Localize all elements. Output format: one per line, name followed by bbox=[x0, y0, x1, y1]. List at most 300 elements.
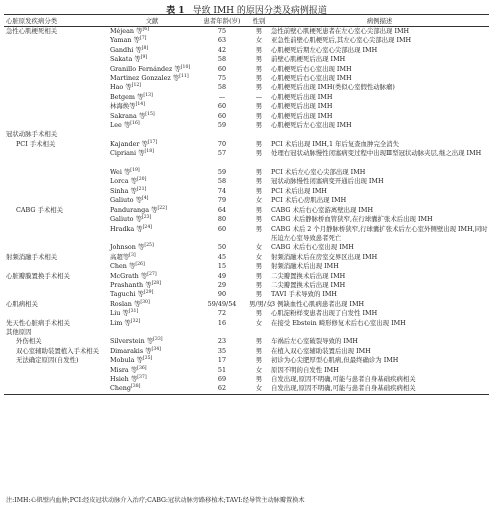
table-row bbox=[4, 130, 489, 139]
table-row bbox=[4, 290, 489, 299]
reference-cell bbox=[108, 366, 196, 375]
description-cell: 在植入双心室辅助装置后出现 IMH bbox=[271, 346, 371, 355]
reference-cell bbox=[108, 281, 196, 290]
age-cell: 57 bbox=[217, 149, 227, 158]
citation-number: [10] bbox=[180, 64, 191, 70]
table-body bbox=[4, 27, 489, 395]
description-cell: 在接受 Ebstein 畸形修复术后右心室出现 IMH bbox=[271, 318, 406, 327]
category-cell bbox=[4, 112, 108, 121]
table-row bbox=[4, 366, 489, 375]
table-title: 导致 IMH 的原因分类及病例报道 bbox=[192, 6, 327, 16]
sex-cell: 男 bbox=[255, 111, 263, 120]
reference-cell bbox=[108, 65, 196, 74]
description-cell: 射频消融术后出现 IMH bbox=[271, 262, 339, 271]
reference-cell bbox=[108, 253, 196, 262]
sex-cell: 男 bbox=[255, 27, 263, 35]
description-cell: 心肌梗死后右心室出现 IMH bbox=[271, 64, 352, 73]
sex-cell: 男 bbox=[255, 271, 263, 280]
sex-cell: 女 bbox=[255, 384, 263, 393]
age-cell: 79 bbox=[217, 196, 227, 205]
citation-number: [35] bbox=[142, 356, 153, 362]
reference-author: Taguchi 等 bbox=[110, 290, 144, 299]
reference-author: Kajander 等 bbox=[110, 139, 148, 148]
reference-author: Cipriani 等 bbox=[110, 149, 145, 158]
table-row bbox=[4, 206, 489, 215]
citation-number: [32] bbox=[130, 318, 141, 324]
table-row bbox=[4, 253, 489, 262]
category-cell bbox=[4, 102, 108, 111]
header-category: 心脏原发疾病分类 bbox=[6, 17, 58, 25]
citation-number: [14] bbox=[135, 102, 145, 108]
reference-cell bbox=[108, 130, 196, 139]
table-row bbox=[4, 319, 489, 328]
description-cell: 3 例缺血性心肌病患者出现 IMH bbox=[271, 299, 365, 308]
description-cell: CABG 术后静脉桥血管狭窄,在行球囊扩张术后出现 IMH bbox=[271, 215, 433, 224]
age-cell: 63 bbox=[217, 36, 227, 45]
age-cell: 51 bbox=[217, 365, 227, 374]
citation-number: [6] bbox=[142, 27, 149, 32]
sex-cell: 男 bbox=[255, 356, 263, 365]
description-cell: 亚急性前壁心肌梗死后,其左心室心尖部出现 IMH bbox=[271, 36, 412, 45]
sex-cell: 男 bbox=[255, 186, 263, 195]
description-cell bbox=[270, 130, 489, 139]
category-cell: 心脏瓣膜置换手术相关 bbox=[6, 271, 70, 280]
reference-author: Galiuto 等 bbox=[110, 215, 142, 224]
description-cell: 心肌梗死后出现 IMH bbox=[271, 92, 333, 101]
sex-cell: 男 bbox=[255, 64, 263, 73]
sex-cell: — bbox=[255, 92, 263, 101]
header-reference: 文献 bbox=[145, 17, 159, 25]
table-row bbox=[4, 281, 489, 290]
description-cell: 处理右冠状动脉慢性闭塞病变过程中出现Ⅲ型冠状动脉夹层,继之出现 IMH bbox=[271, 149, 482, 158]
reference-cell bbox=[108, 347, 196, 356]
table-row bbox=[4, 309, 489, 318]
reference-author: Lorca 等 bbox=[110, 177, 137, 186]
category-cell bbox=[4, 215, 108, 224]
table-row bbox=[4, 121, 489, 130]
reference-author: Yaman 等 bbox=[110, 36, 140, 45]
table-row bbox=[4, 46, 489, 55]
description-cell: CABG 术后右心室出现 IMH bbox=[271, 243, 354, 252]
citation-number: [21] bbox=[136, 186, 147, 192]
sex-cell: 男 bbox=[255, 337, 263, 346]
table-row bbox=[4, 36, 489, 45]
category-cell: 无法确定原因(自发性) bbox=[16, 356, 79, 365]
age-cell bbox=[196, 130, 248, 139]
reference-author: Sakrana 等 bbox=[110, 111, 146, 120]
header-sex: 性别 bbox=[252, 17, 266, 25]
citation-number: [22] bbox=[157, 205, 167, 211]
age-cell: 60 bbox=[217, 224, 227, 233]
citation-number: [25] bbox=[144, 243, 154, 249]
sex-cell: 男 bbox=[255, 102, 263, 111]
sex-cell: 男 bbox=[255, 215, 263, 224]
description-cell: 心肌梗死后期左心室心尖部出现 IMH bbox=[271, 45, 378, 54]
category-cell bbox=[4, 74, 108, 83]
reference-cell bbox=[108, 225, 196, 244]
reference-author: Galiuto 等 bbox=[110, 196, 142, 205]
table-row bbox=[4, 187, 489, 196]
table-row bbox=[4, 102, 489, 111]
table-row bbox=[4, 74, 489, 83]
reference-author: Roslan 等 bbox=[110, 299, 141, 308]
reference-cell bbox=[108, 215, 196, 224]
age-cell: 23 bbox=[217, 337, 227, 346]
description-cell: 心肌梗死后出现 IMH bbox=[271, 102, 333, 111]
citation-number: [9] bbox=[140, 55, 148, 61]
age-cell: 35 bbox=[217, 346, 227, 355]
reference-cell bbox=[108, 272, 196, 281]
citation-number: [28] bbox=[151, 280, 162, 286]
citation-number: [33] bbox=[153, 337, 163, 343]
citation-number: [3] bbox=[129, 252, 136, 258]
category-cell bbox=[4, 83, 108, 92]
description-cell: 自发出现,原因不明确,可能与患者自身基础疾病相关 bbox=[271, 384, 416, 393]
reference-author: 林海焕等 bbox=[110, 102, 136, 111]
description-cell: 原因不明的自发性 IMH bbox=[271, 365, 339, 374]
description-cell: 二尖瓣置换术后出现 IMH bbox=[271, 280, 346, 289]
age-cell: 42 bbox=[217, 45, 227, 54]
sex-cell: 男 bbox=[255, 262, 263, 271]
reference-author: Martinez Gonzalez 等 bbox=[110, 74, 180, 83]
category-cell bbox=[4, 375, 108, 384]
age-cell: 16 bbox=[217, 318, 227, 327]
category-cell: 先天性心脏病手术相关 bbox=[6, 318, 70, 327]
table-row bbox=[4, 140, 489, 149]
sex-cell: 男 bbox=[255, 74, 263, 83]
age-cell: 17 bbox=[217, 356, 227, 365]
category-cell bbox=[4, 290, 108, 299]
category-cell bbox=[4, 55, 108, 64]
sex-cell: 女 bbox=[255, 36, 263, 45]
citation-number: [15] bbox=[145, 111, 155, 117]
reference-cell bbox=[108, 243, 196, 252]
citation-number: [8] bbox=[141, 45, 149, 51]
table-number: 表 1 bbox=[166, 6, 185, 16]
reference-cell bbox=[108, 83, 196, 92]
citation-number: [38] bbox=[131, 384, 141, 390]
sex-cell: 男 bbox=[255, 177, 263, 186]
age-cell: 58 bbox=[217, 83, 227, 92]
reference-author: Sinha 等 bbox=[110, 186, 137, 195]
age-cell: 70 bbox=[217, 139, 227, 148]
age-cell: 45 bbox=[217, 252, 227, 261]
table-row bbox=[4, 83, 489, 92]
category-cell bbox=[4, 225, 108, 244]
category-cell bbox=[4, 168, 108, 177]
case-report-table bbox=[4, 14, 489, 395]
table-row bbox=[4, 356, 489, 365]
age-cell: 60 bbox=[217, 102, 227, 111]
sex-cell: 男 bbox=[255, 121, 263, 130]
reference-author: Sakata 等 bbox=[110, 55, 141, 64]
sex-cell: 男 bbox=[255, 309, 263, 318]
description-cell: PCI 术后心房肌出现 IMH bbox=[271, 196, 347, 205]
reference-cell bbox=[108, 300, 196, 309]
category-cell: 心肌病相关 bbox=[6, 299, 38, 308]
age-cell: 49 bbox=[217, 271, 227, 280]
reference-author: McGrath 等 bbox=[110, 271, 148, 280]
citation-number: [36] bbox=[137, 365, 147, 371]
description-cell: CABG 术后右心室游离壁出现 IMH bbox=[271, 205, 374, 214]
table-row bbox=[4, 112, 489, 121]
citation-number: [18] bbox=[144, 149, 154, 155]
category-cell bbox=[4, 196, 108, 205]
citation-number: [29] bbox=[143, 290, 154, 296]
reference-cell bbox=[108, 27, 196, 37]
sex-cell: 男 bbox=[255, 280, 263, 289]
table-row bbox=[4, 375, 489, 384]
sex-cell: 男 bbox=[255, 205, 263, 214]
sex-cell: 男 bbox=[255, 346, 263, 355]
citation-number: [34] bbox=[151, 346, 161, 352]
category-cell: 双心室辅助装置植入手术相关 bbox=[16, 346, 100, 355]
category-cell bbox=[4, 93, 108, 102]
age-cell: 59/49/54 bbox=[207, 299, 237, 308]
reference-author: Panduranga 等 bbox=[110, 205, 158, 214]
reference-author: Chen 等 bbox=[110, 262, 136, 271]
reference-author: Granillo Fernández 等 bbox=[110, 64, 181, 73]
reference-cell bbox=[108, 319, 196, 328]
sex-cell: 男/男/女 bbox=[249, 299, 273, 308]
sex-cell: 男 bbox=[255, 139, 263, 148]
citation-number: [31] bbox=[128, 309, 139, 315]
description-cell: 心肌梗死后左心室出现 IMH bbox=[271, 121, 352, 130]
reference-cell bbox=[108, 102, 196, 111]
table-row bbox=[4, 196, 489, 205]
sex-cell: 男 bbox=[255, 83, 263, 92]
citation-number: [4] bbox=[141, 196, 149, 202]
age-cell: 60 bbox=[217, 111, 227, 120]
table-row bbox=[4, 93, 489, 102]
citation-number: [30] bbox=[140, 299, 150, 305]
description-cell: 车祸后左心室破裂导致的 IMH bbox=[271, 337, 358, 346]
reference-author: 高超等 bbox=[110, 252, 130, 261]
reference-cell bbox=[108, 36, 196, 45]
sex-cell: 男 bbox=[255, 45, 263, 54]
citation-number: [37] bbox=[137, 375, 147, 381]
category-cell: CABG 手术相关 bbox=[16, 205, 64, 214]
sex-cell bbox=[248, 328, 270, 337]
table-row bbox=[4, 215, 489, 224]
description-cell: TAVI 手术导致的 IMH bbox=[271, 290, 338, 299]
sex-cell: 女 bbox=[255, 365, 263, 374]
age-cell: 72 bbox=[217, 309, 227, 318]
description-cell: 心肌梗死后出现 IMH(类似心室假性动脉瘤) bbox=[271, 83, 395, 92]
age-cell: 58 bbox=[217, 55, 227, 64]
age-cell: 69 bbox=[217, 375, 227, 384]
category-cell bbox=[4, 366, 108, 375]
citation-number: [26] bbox=[135, 262, 145, 268]
age-cell: 29 bbox=[217, 280, 227, 289]
category-cell: 急性心肌梗死相关 bbox=[6, 27, 58, 35]
category-cell bbox=[4, 65, 108, 74]
sex-cell: 男 bbox=[255, 375, 263, 384]
sex-cell: 男 bbox=[255, 149, 263, 158]
table-row bbox=[4, 65, 489, 74]
description-cell: 初诊为心尖肥厚型心肌病,但最终确诊为 IMH bbox=[271, 356, 399, 365]
reference-author: Prashanth 等 bbox=[110, 280, 152, 289]
category-cell bbox=[4, 46, 108, 55]
category-cell: 其他原因 bbox=[6, 327, 32, 336]
reference-author: Silverstein 等 bbox=[110, 337, 154, 346]
reference-cell bbox=[108, 55, 196, 64]
age-cell: 59 bbox=[217, 168, 227, 177]
reference-author: Hradka 等 bbox=[110, 224, 143, 233]
reference-author: Cheng bbox=[110, 384, 131, 393]
table-row bbox=[4, 337, 489, 346]
reference-cell bbox=[108, 196, 196, 205]
age-cell: 75 bbox=[217, 74, 227, 83]
reference-author: Lee 等 bbox=[110, 121, 131, 130]
age-cell: 15 bbox=[217, 262, 227, 271]
table-row bbox=[4, 328, 489, 337]
reference-author: Gandhi 等 bbox=[110, 45, 142, 54]
table-row bbox=[4, 300, 489, 309]
citation-number: [23] bbox=[141, 215, 152, 221]
reference-cell bbox=[108, 262, 196, 271]
description-cell: 自发出现,原因不明确,可能与患者自身基础疾病相关 bbox=[271, 375, 416, 384]
sex-cell bbox=[248, 130, 270, 139]
table-row bbox=[4, 225, 489, 244]
header-description: 病例描述 bbox=[366, 17, 393, 25]
description-cell: PCI 术后出现 IMH,1 年后复查血肿完全消失 bbox=[271, 139, 400, 148]
sex-cell: 男 bbox=[255, 290, 263, 299]
sex-cell: 女 bbox=[255, 243, 263, 252]
category-cell: 冠状动脉手术相关 bbox=[6, 130, 58, 139]
sex-cell: 女 bbox=[255, 196, 263, 205]
table-row bbox=[4, 384, 489, 394]
description-cell: 二尖瓣置换术后出现 IMH bbox=[271, 271, 346, 280]
header-age: 患者年龄(岁) bbox=[203, 17, 241, 25]
description-cell: 急性前壁心肌梗死患者在左心室心尖部出现 IMH bbox=[271, 27, 410, 35]
category-cell bbox=[4, 36, 108, 45]
table-row bbox=[4, 55, 489, 64]
reference-author: Johnson 等 bbox=[110, 243, 145, 252]
age-cell: 64 bbox=[217, 205, 227, 214]
reference-author: Betgem 等 bbox=[110, 92, 144, 101]
description-cell: PCI 术后出现 IMH bbox=[271, 186, 327, 195]
category-cell bbox=[4, 187, 108, 196]
citation-number: [11] bbox=[179, 74, 189, 80]
category-cell bbox=[4, 309, 108, 318]
table-footnote: 注:IMH:心肌壁内血肿;PCI:经皮冠状动脉介入治疗;CABG:冠状动脉旁路移植术;TAVI:经导管主动脉瓣置换术 bbox=[6, 497, 305, 504]
reference-cell bbox=[108, 140, 196, 149]
table-row bbox=[4, 168, 489, 177]
description-cell: PCI 术后左心室心尖部出现 IMH bbox=[271, 168, 366, 177]
citation-number: [17] bbox=[147, 139, 158, 145]
age-cell: 62 bbox=[217, 384, 227, 393]
category-cell bbox=[4, 149, 108, 168]
sex-cell: 男 bbox=[255, 55, 263, 64]
age-cell: 58 bbox=[217, 177, 227, 186]
citation-number: [24] bbox=[142, 224, 153, 230]
citation-number: [20] bbox=[136, 177, 147, 183]
reference-cell bbox=[108, 337, 196, 346]
sex-cell: 女 bbox=[255, 252, 263, 261]
reference-cell bbox=[108, 121, 196, 130]
category-cell bbox=[4, 384, 108, 394]
description-cell: 冠状动脉慢性闭塞病变开通后出现 IMH bbox=[271, 177, 384, 186]
description-cell: 心肌淀粉样变患者出现了自发性 IMH bbox=[271, 309, 378, 318]
sex-cell: 男 bbox=[255, 224, 263, 233]
citation-number: [19] bbox=[130, 168, 140, 174]
reference-author: Hao 等 bbox=[110, 83, 132, 92]
category-cell bbox=[4, 281, 108, 290]
age-cell: — bbox=[218, 92, 226, 101]
reference-author: Mobula 等 bbox=[110, 356, 143, 365]
age-cell: 75 bbox=[217, 27, 227, 35]
category-cell: 外伤相关 bbox=[16, 337, 42, 346]
category-cell bbox=[4, 177, 108, 186]
age-cell: 74 bbox=[217, 186, 227, 195]
table-row bbox=[4, 347, 489, 356]
description-cell: 心肌梗死后右心室出现 IMH bbox=[271, 74, 352, 83]
reference-cell bbox=[108, 328, 196, 337]
reference-cell bbox=[108, 356, 196, 365]
age-cell: 60 bbox=[217, 64, 227, 73]
table-header-row bbox=[4, 15, 489, 27]
reference-author: Méjean 等 bbox=[110, 27, 143, 35]
table-row bbox=[4, 27, 489, 37]
reference-cell bbox=[108, 177, 196, 186]
reference-author: Hsieh 等 bbox=[110, 375, 138, 384]
reference-cell bbox=[108, 187, 196, 196]
table-row bbox=[4, 272, 489, 281]
table-row bbox=[4, 262, 489, 271]
sex-cell: 男 bbox=[255, 168, 263, 177]
citation-number: [12] bbox=[131, 83, 142, 89]
reference-cell bbox=[108, 290, 196, 299]
sex-cell: 女 bbox=[255, 318, 263, 327]
reference-author: Wei 等 bbox=[110, 168, 131, 177]
citation-number: [13] bbox=[143, 92, 153, 98]
category-cell: 射频消融手术相关 bbox=[6, 252, 58, 261]
category-cell bbox=[4, 243, 108, 252]
table-row bbox=[4, 177, 489, 186]
age-cell: 59 bbox=[217, 121, 227, 130]
citation-number: [16] bbox=[130, 121, 140, 127]
reference-cell bbox=[108, 384, 196, 394]
reference-author: Liu 等 bbox=[110, 309, 129, 318]
citation-number: [27] bbox=[147, 271, 157, 277]
reference-cell bbox=[108, 149, 196, 168]
reference-author: Misra 等 bbox=[110, 365, 138, 374]
table-row bbox=[4, 243, 489, 252]
age-cell: 90 bbox=[217, 290, 227, 299]
reference-cell bbox=[108, 112, 196, 121]
description-cell: 射频消融术后在房室交界区出现 IMH bbox=[271, 252, 378, 261]
reference-cell bbox=[108, 375, 196, 384]
description-cell bbox=[270, 328, 489, 337]
category-cell: PCI 手术相关 bbox=[16, 139, 56, 148]
reference-cell bbox=[108, 93, 196, 102]
description-cell: CABG 术后 2 个月静脉桥狭窄,行球囊扩张术后左心室外侧壁出现 IMH,同时压迫左心室导致患者死亡 bbox=[271, 224, 488, 242]
reference-cell bbox=[108, 309, 196, 318]
category-cell bbox=[4, 262, 108, 271]
description-cell: 前壁心肌梗死后出现 IMH bbox=[271, 55, 346, 64]
age-cell: 80 bbox=[217, 215, 227, 224]
age-cell bbox=[196, 328, 248, 337]
reference-cell bbox=[108, 206, 196, 215]
citation-number: [7] bbox=[139, 36, 147, 42]
reference-cell bbox=[108, 46, 196, 55]
age-cell: 50 bbox=[217, 243, 227, 252]
table-row bbox=[4, 149, 489, 168]
description-cell: 心肌梗死后出现 IMH bbox=[271, 111, 333, 120]
reference-author: Dimarakis 等 bbox=[110, 346, 152, 355]
reference-author: Lim 等 bbox=[110, 318, 131, 327]
